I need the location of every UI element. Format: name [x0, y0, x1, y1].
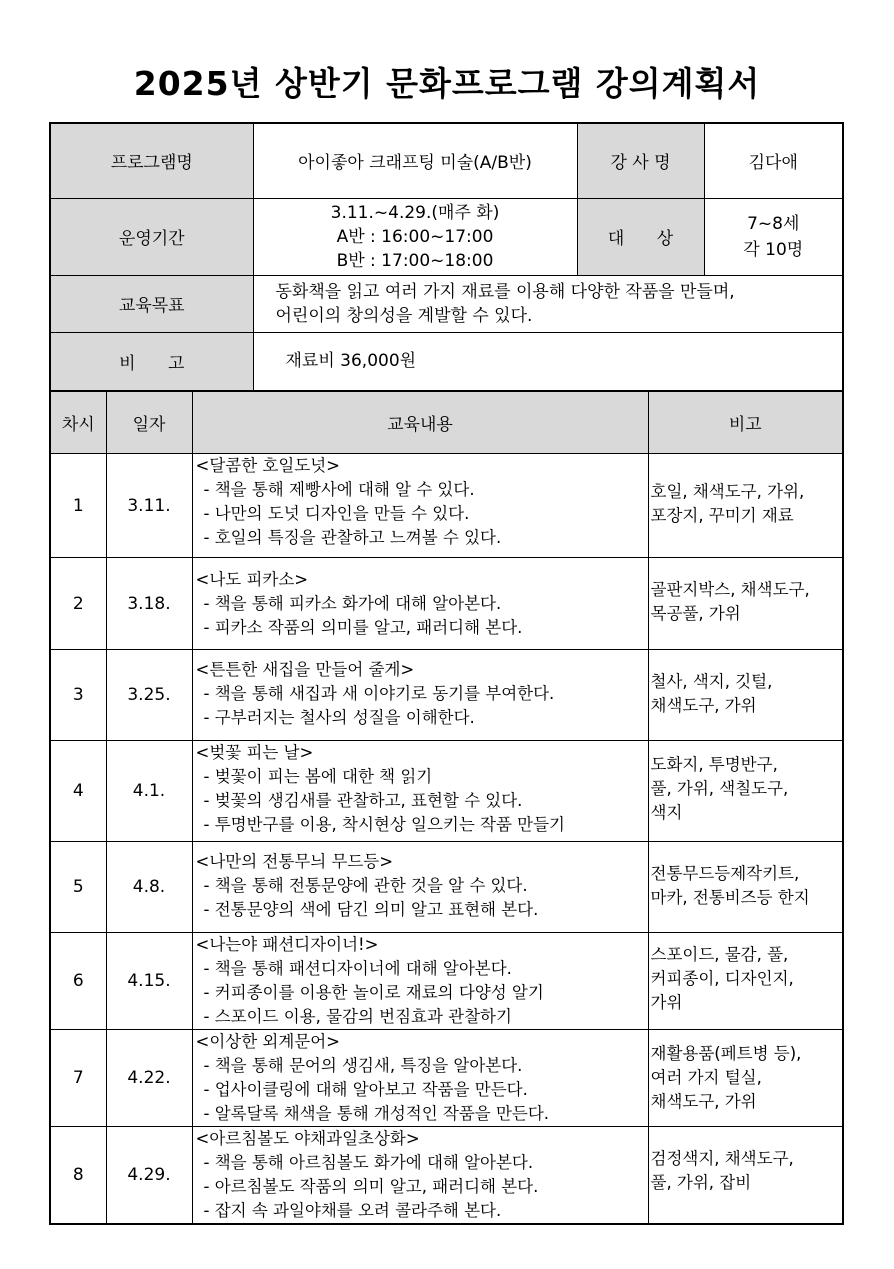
session-note [648, 933, 843, 1030]
program-info-table [49, 122, 844, 392]
session-number: 5 [50, 842, 106, 933]
content-item: - 나만의 도넛 디자인을 만들 수 있다. [203, 504, 470, 523]
target-line: 7~8세 [747, 213, 800, 234]
session-content [192, 454, 648, 558]
note-line: 색지 [650, 803, 683, 822]
session-note [648, 558, 843, 650]
note-line: 호일, 채색도구, 가위, [650, 482, 805, 501]
session-date: 4.8. [106, 842, 192, 933]
note-line: 재활용품(페트병 등), [650, 1044, 802, 1063]
table-row [50, 1127, 843, 1225]
session-date: 4.15. [106, 933, 192, 1030]
content-item: - 책을 통해 피카소 화가에 대해 알아본다. [203, 594, 502, 613]
content-heading: <나도 피카소> [195, 570, 309, 589]
session-content [192, 1127, 648, 1225]
session-number: 3 [50, 650, 106, 741]
table-row [50, 933, 843, 1030]
content-heading: <이상한 외계문어> [195, 1032, 340, 1051]
instructor-label: 강 사 명 [577, 123, 704, 198]
target-label: 대 상 [577, 198, 704, 275]
content-item: - 호일의 특징을 관찰하고 느껴볼 수 있다. [203, 528, 502, 547]
content-item: - 벚꽃이 피는 봄에 대한 책 읽기 [203, 767, 433, 786]
content-item: - 책을 통해 새집과 새 이야기로 동기를 부여한다. [203, 684, 555, 703]
content-heading: <벚꽃 피는 날> [195, 743, 314, 762]
remark-value: 재료비 36,000원 [253, 332, 843, 391]
header-note: 비고 [648, 391, 843, 454]
session-note [648, 741, 843, 842]
content-item: - 구부러지는 철사의 성질을 이해한다. [203, 708, 475, 727]
note-line: 철사, 색지, 깃털, [650, 672, 773, 691]
session-number: 7 [50, 1030, 106, 1127]
table-row [50, 558, 843, 650]
session-number: 2 [50, 558, 106, 650]
note-line: 채색도구, 가위 [650, 1092, 757, 1111]
note-line: 풀, 가위, 잡비 [650, 1173, 752, 1192]
content-item: - 벚꽃의 생김새를 관찰하고, 표현할 수 있다. [203, 791, 523, 810]
target-line: 각 10명 [743, 239, 804, 260]
table-row [50, 1030, 843, 1127]
session-number: 1 [50, 454, 106, 558]
table-row [50, 842, 843, 933]
session-content [192, 741, 648, 842]
note-line: 검정색지, 채색도구, [650, 1149, 794, 1168]
session-note [648, 842, 843, 933]
goal-line: 동화책을 읽고 여러 가지 재료를 이용해 다양한 작품을 만들며, [275, 281, 735, 302]
content-heading: <튼튼한 새집을 만들어 줄게> [195, 660, 415, 679]
instructor-value: 김다애 [704, 123, 843, 198]
period-label: 운영기간 [50, 198, 253, 275]
content-item: - 스포이드 이용, 물감의 번짐효과 관찰하기 [203, 1007, 512, 1026]
content-item: - 알록달록 채색을 통해 개성적인 작품을 만든다. [203, 1104, 550, 1123]
document-title: 2025년 상반기 문화프로그램 강의계획서 [133, 64, 761, 103]
session-date: 3.11. [106, 454, 192, 558]
session-note [648, 454, 843, 558]
session-content [192, 558, 648, 650]
session-content [192, 1030, 648, 1127]
session-note [648, 1127, 843, 1225]
note-line: 커피종이, 디자인지, [650, 969, 794, 988]
content-item: - 책을 통해 패션디자이너에 대해 알아본다. [203, 959, 512, 978]
session-note [648, 1030, 843, 1127]
note-line: 채색도구, 가위 [650, 696, 757, 715]
note-line: 골판지박스, 채색도구, [650, 580, 810, 599]
session-number: 4 [50, 741, 106, 842]
content-item: - 업사이클링에 대해 알아보고 작품을 만든다. [203, 1080, 528, 1099]
period-line: 3.11.~4.29.(매주 화) [330, 202, 500, 223]
session-date: 4.22. [106, 1030, 192, 1127]
remark-label: 비 고 [50, 332, 253, 391]
header-content: 교육내용 [192, 391, 648, 454]
note-line: 풀, 가위, 색칠도구, [650, 779, 789, 798]
session-date: 3.25. [106, 650, 192, 741]
period-line: B반 : 17:00~18:00 [336, 250, 494, 271]
content-heading: <아르침볼도 야채과일초상화> [195, 1129, 420, 1148]
content-heading: <나만의 전통무늬 무드등> [195, 852, 394, 871]
session-number: 6 [50, 933, 106, 1030]
goal-value [253, 275, 843, 332]
session-date: 4.1. [106, 741, 192, 842]
session-date: 4.29. [106, 1127, 192, 1225]
content-heading: <달콤한 호일도넛> [195, 456, 340, 475]
note-line: 도화지, 투명반구, [650, 755, 778, 774]
note-line: 마카, 전통비즈등 한지 [650, 888, 810, 907]
session-number: 8 [50, 1127, 106, 1225]
schedule-table [49, 390, 844, 1225]
note-line: 여러 가지 털실, [650, 1068, 762, 1087]
note-line: 가위 [650, 993, 683, 1012]
table-row [50, 741, 843, 842]
header-session: 차시 [50, 391, 106, 454]
session-content [192, 933, 648, 1030]
table-row [50, 650, 843, 741]
header-date: 일자 [106, 391, 192, 454]
program-name-value: 아이좋아 크래프팅 미술(A/B반) [253, 123, 577, 198]
content-item: - 책을 통해 아르침볼도 화가에 대해 알아본다. [203, 1153, 534, 1172]
content-item: - 투명반구를 이용, 착시현상 일으키는 작품 만들기 [203, 815, 565, 834]
note-line: 목공풀, 가위 [650, 604, 741, 623]
session-content [192, 650, 648, 741]
note-line: 포장지, 꾸미기 재료 [650, 506, 794, 525]
period-value [253, 198, 577, 275]
content-item: - 책을 통해 전통문양에 관한 것을 알 수 있다. [203, 876, 528, 895]
session-note [648, 650, 843, 741]
session-date: 3.18. [106, 558, 192, 650]
note-line: 전통무드등제작키트, [650, 864, 800, 883]
content-item: - 커피종이를 이용한 놀이로 재료의 다양성 알기 [203, 983, 544, 1002]
goal-label: 교육목표 [50, 275, 253, 332]
program-name-label: 프로그램명 [50, 123, 253, 198]
content-item: - 책을 통해 제빵사에 대해 알 수 있다. [203, 480, 475, 499]
content-item: - 전통문양의 색에 담긴 의미 알고 표현해 본다. [203, 900, 539, 919]
content-item: - 책을 통해 문어의 생김새, 특징을 알아본다. [203, 1056, 523, 1075]
period-line: A반 : 16:00~17:00 [336, 226, 494, 247]
content-item: - 아르침볼도 작품의 의미 알고, 패러디해 본다. [203, 1177, 539, 1196]
content-item: - 잡지 속 과일야채를 오려 콜라주해 본다. [203, 1201, 502, 1220]
content-item: - 피카소 작품의 의미를 알고, 패러디해 본다. [203, 618, 523, 637]
table-row [50, 454, 843, 558]
note-line: 스포이드, 물감, 풀, [650, 945, 789, 964]
content-heading: <나는야 패션디자이너!> [195, 935, 379, 954]
target-value [704, 198, 843, 275]
goal-line: 어린이의 창의성을 계발할 수 있다. [275, 305, 533, 326]
session-content [192, 842, 648, 933]
